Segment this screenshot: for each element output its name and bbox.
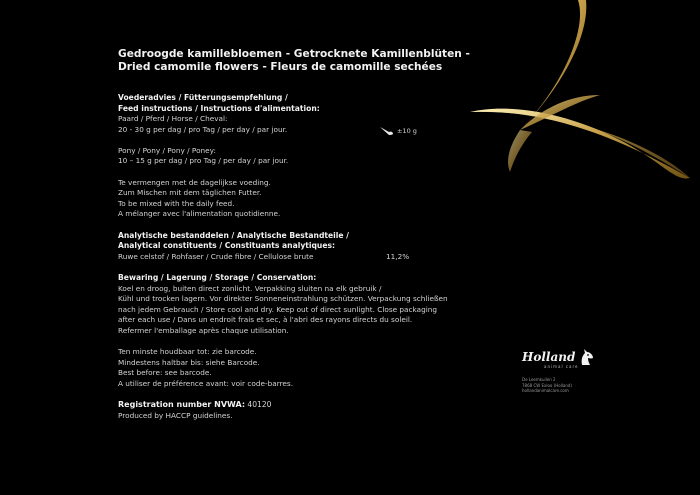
analytical-value: 11,2% — [386, 251, 410, 261]
best-before-line: Ten minste houdbaar tot: zie barcode. — [118, 347, 257, 357]
analytical-item: Ruwe celstof / Rohfaser / Crude fibre / Cellulose brute — [118, 251, 314, 261]
horse-head-icon — [578, 348, 594, 366]
horse-label: Paard / Pferd / Horse / Cheval: — [118, 114, 228, 124]
title-line-2: Dried camomile flowers - Fleurs de camomille sechées — [118, 60, 443, 73]
feeding-section — [118, 93, 518, 167]
brand-name: Holland — [522, 350, 576, 364]
scoop-measure — [380, 126, 417, 136]
storage-section — [118, 273, 518, 336]
analytical-row — [118, 252, 518, 263]
analytical-heading-1: Analytische bestanddelen / Analytische Bestandteile / — [118, 230, 349, 240]
analytical-section — [118, 231, 518, 263]
feeding-heading-1: Voederadvies / Fütterungsempfehlung / — [118, 93, 288, 103]
scoop-icon — [380, 126, 394, 136]
storage-line: nach jedem Gebrauch / Store cool and dry. Keep out of direct sunlight. Close packaging — [118, 304, 438, 314]
address-line: 7868 CW Exloo (Holland) — [522, 382, 572, 388]
pony-label: Pony / Pony / Pony / Poney: — [118, 145, 216, 155]
mixing-line: Zum Mischen mit dem täglichen Futter. — [118, 188, 262, 198]
mixing-line: Te vermengen met de dagelijkse voeding. — [118, 177, 271, 187]
best-before-line: Mindestens haltbar bis: siehe Barcode. — [118, 357, 260, 367]
brand-tagline: animal care — [544, 364, 579, 369]
registration-number: 40120 — [247, 400, 272, 410]
holland-logo — [522, 348, 594, 369]
storage-heading: Bewaring / Lagerung / Storage / Conservation: — [118, 273, 317, 283]
address-line: hollandanimalcare.com — [522, 388, 569, 394]
storage-line: Refermer l'emballage après chaque utilisation. — [118, 325, 289, 335]
storage-line: after each use / Dans un endroit frais et sec, à l'abri des rayons directs du soleil. — [118, 315, 413, 325]
registration-section — [118, 400, 518, 421]
registration-label: Registration number NVWA: — [118, 400, 246, 410]
haccp-note: Produced by HACCP guidelines. — [118, 410, 233, 420]
label-text-block — [118, 48, 518, 421]
pony-amount: 10 – 15 g per dag / pro Tag / per day / par jour. — [118, 156, 289, 166]
horse-amount: 20 - 30 g per dag / pro Tag / per day / par jour. — [118, 124, 288, 134]
storage-line: Kühl und trocken lagern. Vor direkter Sonneneinstrahlung schützen. Verpackung schließen — [118, 294, 448, 304]
best-before-section — [118, 347, 518, 389]
analytical-heading-2: Analytical constituents / Constituants analytiques: — [118, 241, 336, 251]
brand-address — [522, 377, 572, 394]
address-line: De Leemkuilen 2 — [522, 377, 556, 382]
product-title — [118, 48, 518, 73]
title-line-1: Gedroogde kamillebloemen - Getrocknete Kamillenblüten - — [118, 48, 470, 60]
best-before-line: A utiliser de préférence avant: voir code-barres. — [118, 378, 294, 388]
scoop-amount: ±10 g — [397, 127, 417, 135]
storage-line: Koel en droog, buiten direct zonlicht. Verpakking sluiten na elk gebruik / — [118, 283, 382, 293]
feeding-heading-2: Feed instructions / Instructions d'alimentation: — [118, 103, 320, 113]
mixing-line: To be mixed with the daily feed. — [118, 198, 235, 208]
mixing-section — [118, 178, 518, 220]
mixing-line: A mélanger avec l'alimentation quotidienne. — [118, 209, 281, 219]
best-before-line: Best before: see barcode. — [118, 368, 212, 378]
